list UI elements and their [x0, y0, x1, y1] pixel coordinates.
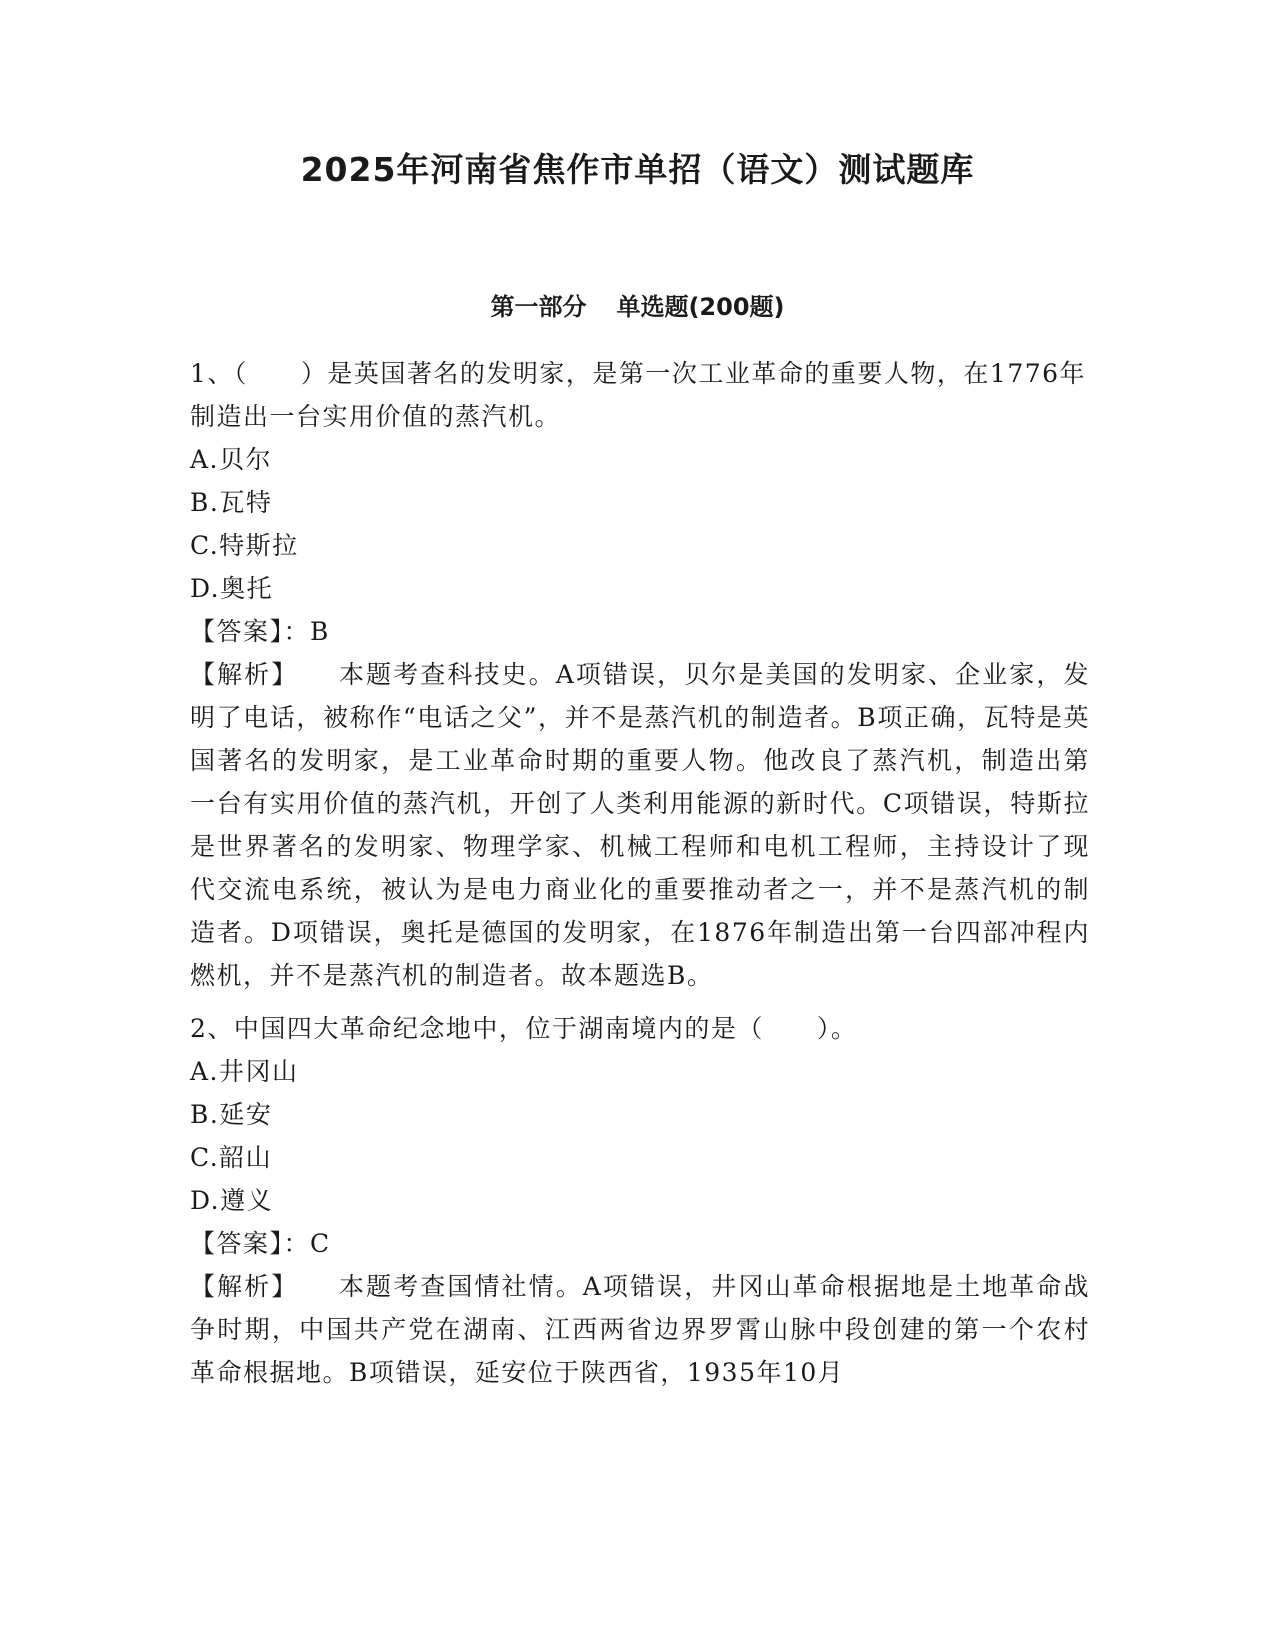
- question-stem: 2、中国四大革命纪念地中，位于湖南境内的是（ ）。: [190, 1014, 858, 1043]
- option-a: A.贝尔: [190, 445, 273, 474]
- option-d: D.奥托: [190, 574, 274, 603]
- option-c: C.特斯拉: [190, 531, 299, 560]
- answer-line: [190, 1222, 1090, 1265]
- analysis-paragraph: [190, 653, 1090, 997]
- option-c: C.韶山: [190, 1143, 273, 1172]
- question-list: [190, 352, 1090, 1404]
- answer-value: B: [310, 617, 330, 646]
- analysis-label: 【解析】: [190, 1272, 299, 1301]
- question-item: [190, 1007, 1090, 1394]
- answer-line: [190, 610, 1090, 653]
- analysis-text: 本题考查科技史。A项错误，贝尔是美国的发明家、企业家，发明了电话，被称作“电话之父”，并不是蒸汽机的制造者。B项正确，瓦特是英国著名的发明家，是工业革命时期的重要人物。他改良了蒸汽机，制造出第一台有实用价值的蒸汽机，开创了人类利用能源的新时代。C项错误，特斯拉是世界著名的发明家、物理学家、机械工程师和电机工程师，主持设计了现代交流电系统，被认为是电力商业化的重要推动者之一，并不是蒸汽机的制造者。D项错误，奥托是德国的发明家，在1876年制造出第一台四部冲程内燃机，并不是蒸汽机的制造者。故本题选B。: [190, 660, 1090, 990]
- section-type-label: 单选题(200题): [616, 293, 785, 321]
- section-title: [0, 290, 1275, 324]
- document-title: 2025年河南省焦作市单招（语文）测试题库: [300, 150, 975, 189]
- option-b: B.瓦特: [190, 488, 273, 517]
- answer-label: 【答案】：: [190, 1229, 311, 1258]
- question-item: [190, 352, 1090, 997]
- section-part-label: 第一部分: [490, 293, 587, 321]
- answer-value: C: [310, 1229, 331, 1258]
- option-a: A.井冈山: [190, 1057, 299, 1086]
- analysis-label: 【解析】: [190, 660, 299, 689]
- analysis-paragraph: [190, 1265, 1090, 1394]
- option-b: B.延安: [190, 1100, 273, 1129]
- answer-label: 【答案】：: [190, 617, 311, 646]
- option-d: D.遵义: [190, 1186, 274, 1215]
- question-stem: 1、（ ）是英国著名的发明家，是第一次工业革命的重要人物，在1776年制造出一台实用价值的蒸汽机。: [190, 359, 1087, 431]
- analysis-text: 本题考查国情社情。A项错误，井冈山革命根据地是土地革命战争时期，中国共产党在湖南、江西两省边界罗霄山脉中段创建的第一个农村革命根据地。B项错误，延安位于陕西省，1935年10月: [190, 1272, 1090, 1387]
